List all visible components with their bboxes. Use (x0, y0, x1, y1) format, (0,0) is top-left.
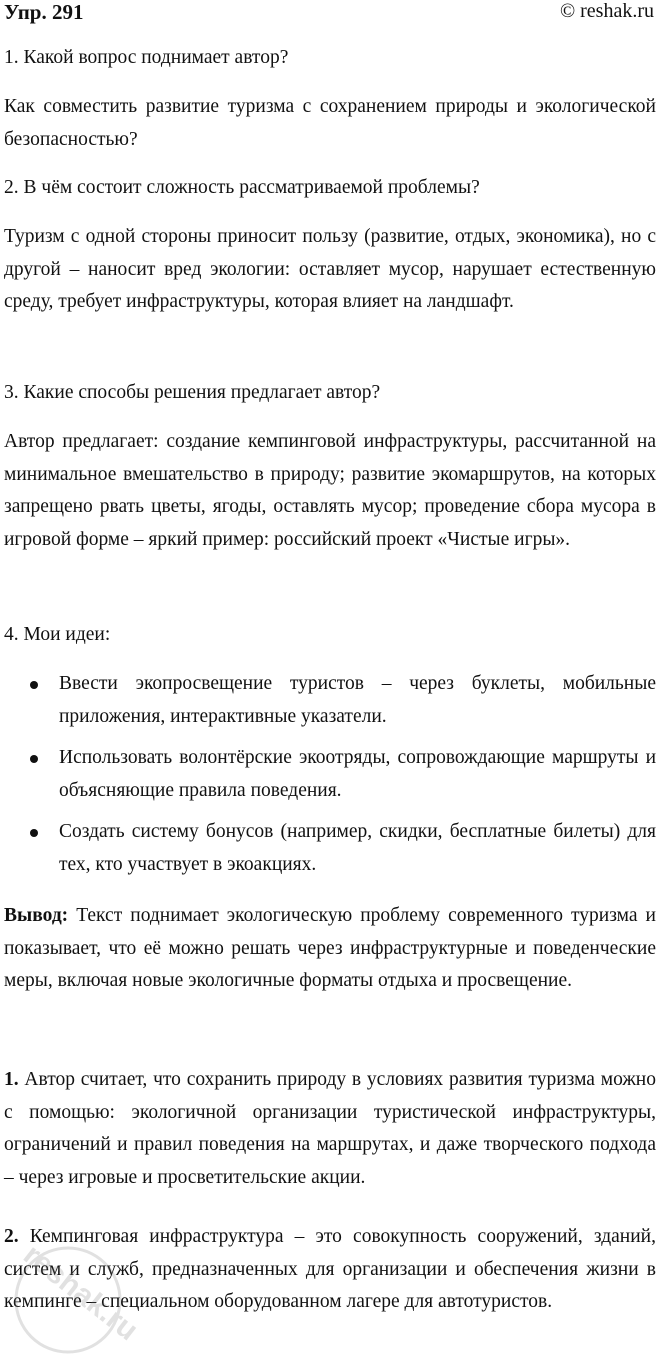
answer-3: Автор предлагает: создание кемпинговой инфраструктуры, рассчитанной на минимальное вмешательство в природу; развитие экомаршрутов, на которых запрещено рвать цветы, ягоды, оставлять мусор; проведение сбора мусора в игровой форме – яркий пример: российский проект «Чистые игры». (4, 431, 656, 550)
svg-text:reshak.ru: reshak.ru (17, 1237, 145, 1348)
answer-paragraph-1 (4, 1064, 656, 1194)
copyright-text: © reshak.ru (559, 0, 654, 22)
bullet-icon (30, 829, 38, 837)
conclusion-label: Вывод: (4, 905, 69, 926)
question-3: 3. Какие способы решения предлагает автор? (4, 382, 381, 403)
idea-text: Ввести экопросвещение туристов – через буклеты, мобильные приложения, интерактивные указатели. (59, 673, 656, 727)
paragraph-text: Кемпинговая инфраструктура – это совокупность сооружений, зданий, систем и служб, предназначенных для организации и обеспечения жизни в кемпинге – специальном оборудованном лагере для автотуристов. (4, 1226, 656, 1312)
question-2: 2. В чём состоит сложность рассматриваемой проблемы? (4, 177, 480, 198)
paragraph-number: 1. (4, 1069, 19, 1090)
watermark-logo (0, 1190, 198, 1360)
idea-text: Создать систему бонусов (например, скидки, бесплатные билеты) для тех, кто участвует в экоакциях. (59, 821, 656, 875)
question-1: 1. Какой вопрос поднимает автор? (4, 47, 289, 68)
question-4: 4. Мои идеи: (4, 624, 111, 645)
paragraph-text: Автор считает, что сохранить природу в условиях развития туризма можно с помощью: экологичной организации туристической инфраструктуры, ограничений и правил поведения на маршрутах, и даже творческого подхода – через игровые и просветительские акции. (4, 1069, 656, 1188)
exercise-title: Упр. 291 (4, 0, 84, 24)
header (4, 0, 654, 24)
conclusion-paragraph (4, 900, 656, 998)
bullet-icon (30, 681, 38, 689)
idea-text: Использовать волонтёрские экоотряды, сопровождающие маршруты и объясняющие правила поведения. (59, 747, 656, 801)
bullet-icon (30, 755, 38, 763)
paragraph-number: 2. (4, 1226, 19, 1247)
answer-2: Туризм с одной стороны приносит пользу (развитие, отдых, экономика), но с другой – наносит вред экологии: оставляет мусор, нарушает естественную среду, требует инфраструктуры, которая влияет на ландшафт. (4, 226, 656, 312)
conclusion-text: Текст поднимает экологическую проблему современного туризма и показывает, что её можно решать через инфраструктурные и поведенческие меры, включая новые экологичные форматы отдыха и просвещение. (4, 905, 656, 991)
answer-1: Как совместить развитие туризма с сохранением природы и экологической безопасностью? (4, 96, 656, 150)
